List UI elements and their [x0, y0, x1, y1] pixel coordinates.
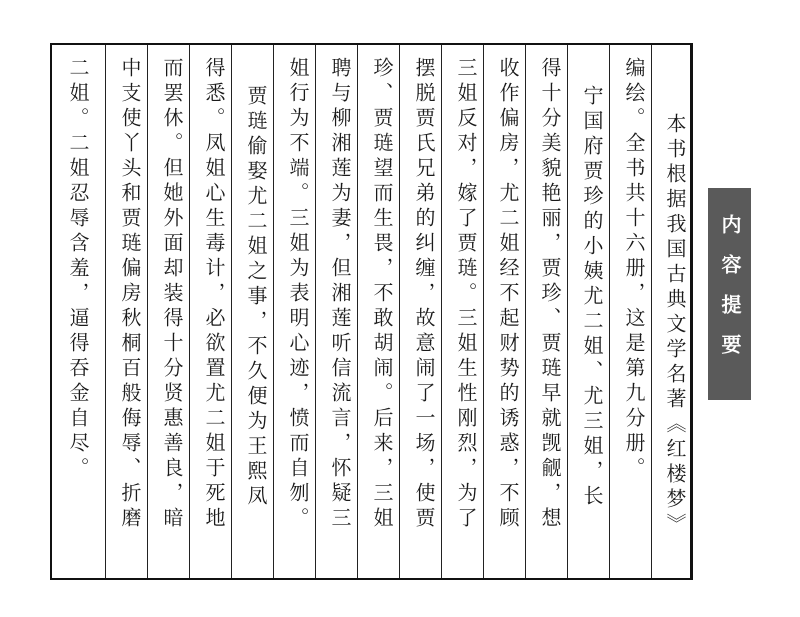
column-6 [441, 45, 483, 578]
column-text: 三姐反对，嫁了贾琏。三姐生性刚烈，为了 [454, 57, 478, 532]
column-10 [273, 45, 315, 578]
column-11 [231, 45, 273, 578]
column-text: 二姐。二姐忍辱含羞，逼得吞金自尽。 [66, 57, 90, 482]
text-frame [50, 43, 693, 580]
column-text: 本书根据我国古典文学名著《红楼梦》 [663, 113, 687, 538]
column-text: 珍、贾琏望而生畏，不敢胡闹。后来，三姐 [370, 57, 394, 532]
column-4 [525, 45, 567, 578]
column-5 [483, 45, 525, 578]
column-text: 中支使丫头和贾琏偏房秋桐百般侮辱、折磨 [118, 57, 142, 532]
column-text: 得悉。凤姐心生毒计，必欲置尤二姐于死地 [202, 57, 226, 532]
column-2 [609, 45, 651, 578]
column-3 [567, 45, 609, 578]
column-text: 摆脱贾氏兄弟的纠缠，故意闹了一场，使贾 [412, 57, 436, 532]
column-7 [399, 45, 441, 578]
column-text: 聘与柳湘莲为妻，但湘莲听信流言，怀疑三 [328, 57, 352, 532]
column-text: 而罢休。但她外面却装得十分贤惠善良，暗 [160, 57, 184, 532]
column-14 [105, 45, 147, 578]
column-8 [357, 45, 399, 578]
column-text: 收作偏房，尤二姐经不起财势的诱惑，不顾 [496, 57, 520, 532]
column-1 [651, 45, 692, 578]
column-text: 得十分美貌艳丽，贾珍、贾琏早就觊觎，想 [538, 57, 562, 532]
section-tab [708, 188, 751, 400]
section-tab-label: 内容提要 [718, 214, 742, 374]
column-text: 贾琏偷娶尤二姐之事，不久便为王熙凤 [244, 85, 268, 510]
column-text: 编绘。全书共十六册，这是第九分册。 [622, 57, 646, 482]
column-13 [147, 45, 189, 578]
column-15 [52, 45, 105, 578]
column-text: 姐行为不端。三姐为表明心迹，愤而自刎。 [286, 57, 310, 532]
column-9 [315, 45, 357, 578]
column-12 [189, 45, 231, 578]
column-text: 宁国府贾珍的小姨尤二姐、尤三姐，长 [580, 85, 604, 510]
